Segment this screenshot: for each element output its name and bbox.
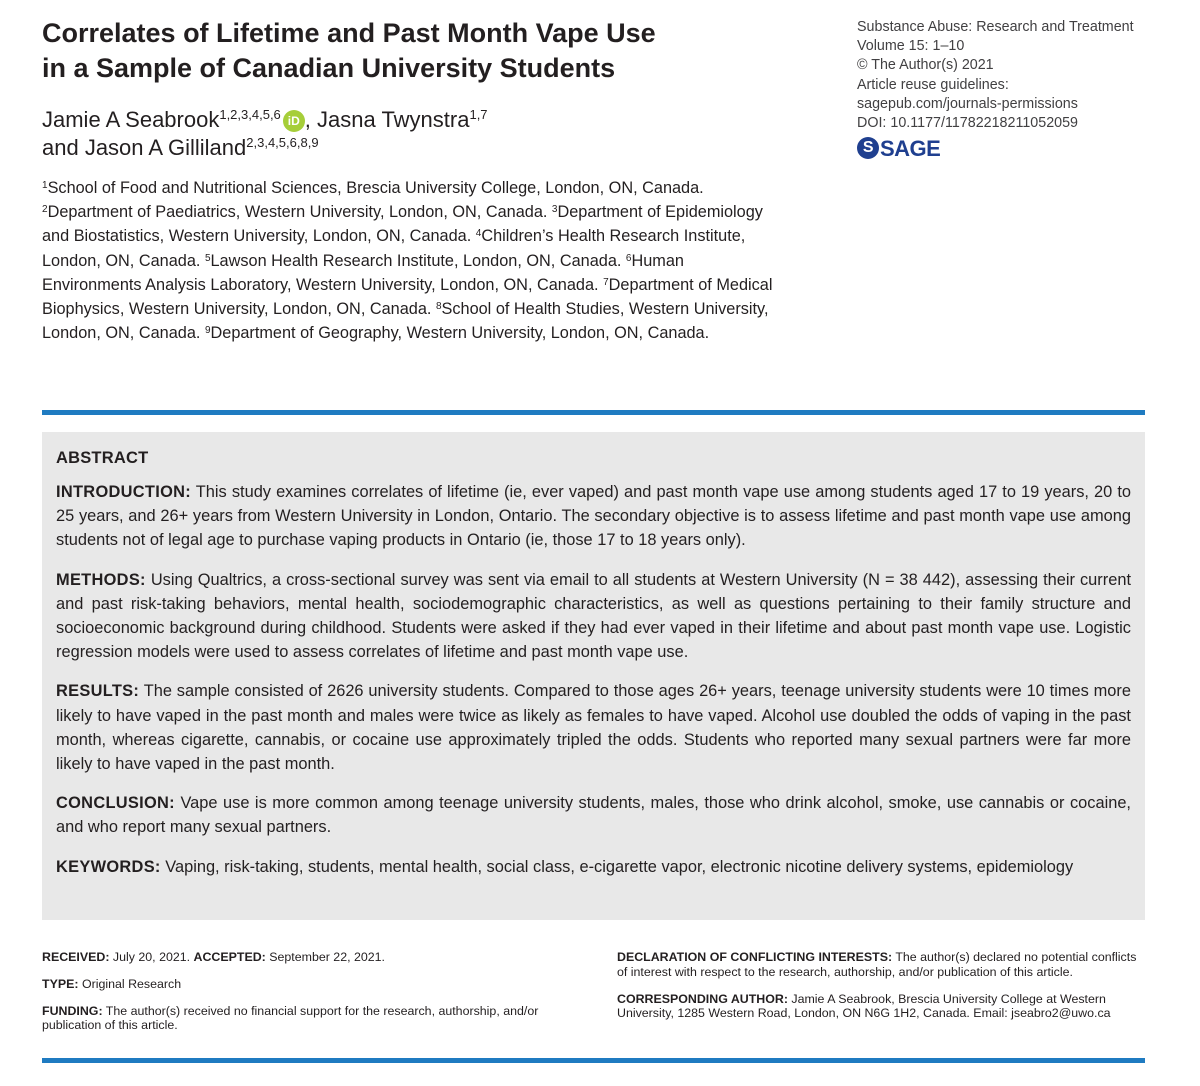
section-text: The sample consisted of 2626 university students. Compared to those ages 26+ years, teenage university students were 10 times more likely to have vaped in the past month and males were twice as likely as females to have vaped. Alcohol use doubled the odds of vaping in the past month, whereas cigarette, cannabis, or cocaine use approximately tripled the odds. Students who reported many sexual partners were far more likely to have vaped in the past month. [56, 682, 1131, 774]
conflict-declaration [617, 950, 1147, 980]
affiliation-number: 2 [42, 204, 48, 216]
author-list [42, 106, 802, 162]
bottom-divider [42, 1058, 1145, 1063]
affiliation-list [42, 176, 787, 345]
journal-copyright: © The Author(s) 2021 [857, 57, 994, 74]
article-type [42, 977, 582, 992]
article-title-line-1: Correlates of Lifetime and Past Month Vape Use [42, 18, 656, 48]
affiliation-text: School of Health Studies, Western University, London, ON, Canada. [42, 300, 769, 343]
article-title-line-2: in a Sample of Canadian University Students [42, 53, 616, 83]
journal-name: Substance Abuse: Research and Treatment [857, 19, 1134, 35]
affiliation-number: 4 [475, 228, 482, 240]
affiliation-text: School of Food and Nutritional Sciences, Brescia University College, London, ON, Canada. [47, 179, 704, 197]
author-affiliation-refs: 2,3,4,5,6,8,9 [246, 135, 319, 150]
abstract-results [56, 679, 1131, 776]
section-label: RESULTS: [56, 682, 140, 701]
author-name: and Jason A Gilliland [42, 135, 247, 160]
received-value: July 20, 2021. [109, 950, 194, 964]
accepted-label: ACCEPTED: [193, 950, 266, 964]
section-text: Vaping, risk-taking, students, mental health, social class, e-cigarette vapor, electronic nicotine delivery systems, epidemiology [160, 857, 1074, 876]
type-value: Original Research [78, 976, 182, 991]
corresponding-author [617, 992, 1147, 1022]
section-text: This study examines correlates of lifetime (ie, ever vaped) and past month vape use among students aged 17 to 19 years, 20 to 25 years, and 26+ years from Western University in London, Ontario. The secondary objective is to assess lifetime and past month vape use among students not of legal age to purchase vaping products in Ontario (ie, those 17 to 18 years only). [56, 483, 1131, 550]
sage-logo-icon: S [857, 137, 879, 159]
received-accepted [42, 950, 582, 965]
affiliation-text: Department of Medical Biophysics, Western University, London, ON, Canada. [42, 275, 773, 319]
abstract-box [42, 432, 1145, 920]
affiliation-number: 3 [551, 204, 558, 216]
author-affiliation-refs: 1,2,3,4,5,6 [219, 107, 281, 122]
received-label: RECEIVED: [42, 950, 110, 964]
funding-value: The author(s) received no financial support for the research, authorship, and/or publication of this article. [42, 1003, 539, 1033]
author-name: , Jasna Twynstra [304, 107, 470, 132]
corresponding-label: CORRESPONDING AUTHOR: [617, 991, 788, 1006]
footer-left [42, 950, 582, 1045]
funding-label: FUNDING: [42, 1003, 103, 1018]
abstract-methods [56, 568, 1131, 665]
section-label: CONCLUSION: [56, 794, 175, 813]
author-affiliation-refs: 1,7 [469, 107, 488, 122]
abstract-heading: ABSTRACT [56, 449, 149, 467]
corresponding-value: Jamie A Seabrook, Brescia University College at Western University, 1285 Western Road, London, ON N6G 1H2, Canada. Email: jseabro2@uwo.ca [617, 991, 1111, 1021]
affiliation-text: Department of Geography, Western University, London, ON, Canada. [210, 324, 710, 343]
journal-volume: Volume 15: 1–10 [857, 38, 965, 55]
sage-logo-text: SAGE [880, 135, 941, 161]
journal-info [857, 18, 1157, 159]
affiliation-text: Department of Epidemiology and Biostatistics, Western University, London, ON, Canada. [42, 203, 763, 246]
affiliation-number: 1 [42, 180, 48, 191]
reuse-guidelines-label: Article reuse guidelines: [857, 76, 1009, 93]
conflict-value: The author(s) declared no potential conflicts of interest with respect to the research, authorship, and/or publication of this article. [617, 950, 1137, 979]
section-label: METHODS: [56, 570, 146, 589]
affiliation-number: 9 [204, 325, 211, 337]
article-title [42, 16, 802, 86]
abstract-keywords [56, 855, 1131, 879]
article-header [42, 16, 802, 345]
funding [42, 1004, 582, 1034]
orcid-icon[interactable]: iD [283, 110, 305, 132]
section-text: Vape use is more common among teenage university students, males, those who drink alcohol, smoke, use cannabis or cocaine, and who report many sexual partners. [56, 794, 1131, 837]
accepted-value: September 22, 2021. [265, 950, 385, 964]
footer-right [617, 950, 1147, 1033]
reuse-guidelines-link[interactable]: sagepub.com/journals-permissions [857, 95, 1078, 112]
affiliation-number: 5 [204, 252, 211, 264]
type-label: TYPE: [42, 976, 79, 991]
section-text: Using Qualtrics, a cross-sectional survey was sent via email to all students at Western University (N = 38 442), assessing their current and past risk-taking behaviors, mental health, sociodemographic characteristics, as well as questions pertaining to their family structure and socioeconomic background during childhood. Students were asked if they had ever vaped in their lifetime and about past month vape use. Logistic regression models were used to assess correlates of lifetime and past month vape use. [56, 570, 1131, 662]
affiliation-text: Children’s Health Research Institute, London, ON, Canada. [42, 227, 746, 270]
top-divider [42, 410, 1145, 415]
section-label: INTRODUCTION: [56, 483, 192, 501]
conflict-label: DECLARATION OF CONFLICTING INTERESTS: [617, 950, 893, 964]
section-label: KEYWORDS: [56, 857, 161, 876]
affiliation-number: 8 [435, 301, 442, 313]
affiliation-text: Department of Paediatrics, Western University, London, ON, Canada. [47, 203, 552, 222]
affiliation-text: Lawson Health Research Institute, London, ON, Canada. [210, 251, 626, 270]
abstract-introduction [56, 480, 1131, 553]
affiliation-text: Human Environments Analysis Laboratory, Western University, London, ON, Canada. [42, 251, 684, 294]
sage-logo [857, 137, 1157, 159]
journal-doi[interactable]: DOI: 10.1177/11782218211052059 [857, 115, 1079, 132]
abstract-conclusion [56, 791, 1131, 839]
affiliation-number: 6 [625, 252, 632, 264]
author-name: Jamie A Seabrook [42, 107, 220, 132]
affiliation-number: 7 [603, 276, 609, 288]
